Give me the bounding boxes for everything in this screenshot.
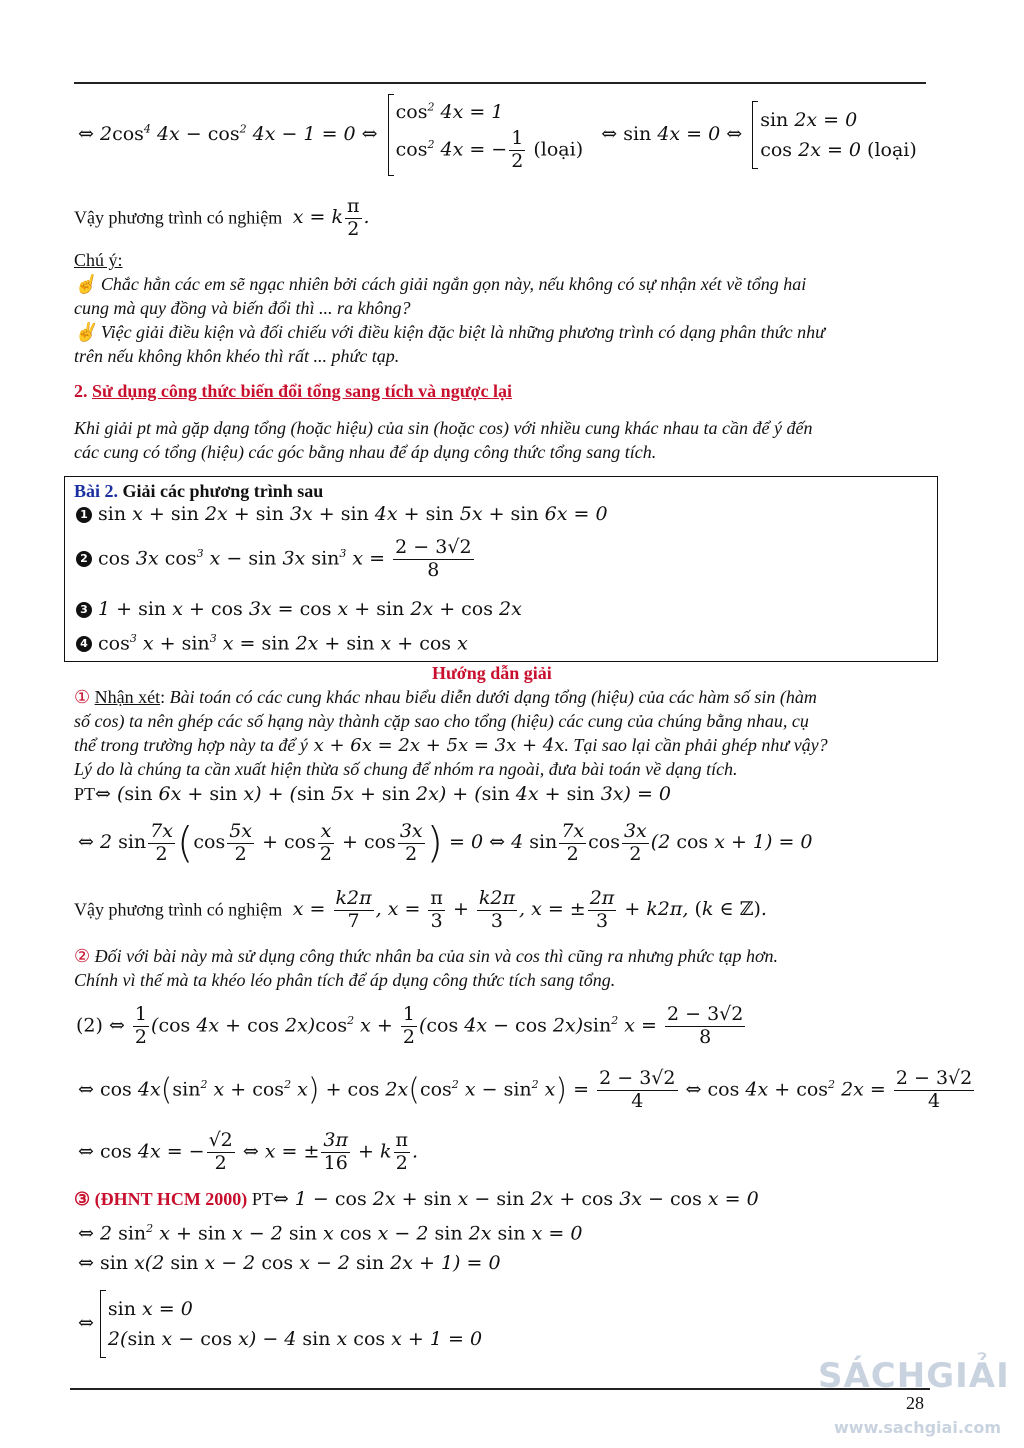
intro-b: các cung có tổng (hiệu) các góc bằng nhau để áp dụng công thức tổng sang tích. (74, 442, 657, 462)
section-2-title: Sử dụng công thức biến đổi tổng sang tích và ngược lại (92, 381, 512, 401)
note-2a: ✌ Việc giải điều kiện và đối chiếu với điều kiện đặc biệt là những phương trình có dạng phân thức như (74, 322, 825, 342)
loai-label-2: (loại) (867, 139, 917, 161)
note-heading: Chú ý: (74, 250, 123, 270)
equation-line-2: ⇔ 2 sin $\frac{7x}{2}$ (cos $\frac{5x}{2}$ + cos $\frac{x}{2}$ + cos $\frac{3x}{2}$ ) = 0 ⇔ 4 sin $\frac{7x}{2}$ cos $\frac{3x}{2}$ (2 cos x + 1) = 0 (78, 818, 813, 867)
equation-line-7: ⇔ sin x(2 sin x − 2 cos x − 2 sin 2x + 1) = 0 (78, 1252, 501, 1274)
exercise-3: 3 1 + sin x + cos 3x = cos x + sin 2x + cos 2x (76, 598, 522, 621)
watermark-url: www.sachgiai.com (834, 1418, 1002, 1437)
remark-b: số cos) ta nên ghép các số hạng này thành cặp sao cho tổng (hiệu) các cung của chúng bằng nhau, cụ (74, 711, 809, 731)
conclusion-2: Vậy phương trình có nghiệm x = $\frac{k2\pi}{7}$ , x = $\frac{\pi}{3}$ + $\frac{k2\pi}{3}$ , x = ± $\frac{2\pi}{3}$ + k2π, (k ∈ ℤ). (74, 887, 767, 932)
intro-a: Khi giải pt mà gặp dạng tổng (hoặc hiệu) của sin (hoặc cos) với nhiều cung khác nhau ta cần để ý đến (74, 418, 813, 438)
equation-line-5: ⇔ cos 4x = − $\frac{√2}{2}$ ⇔ x = ± $\frac{3\pi}{16}$ + k $\frac{\pi}{2}$ . (78, 1129, 419, 1174)
exercise-1: 1 sin x + sin 2x + sin 3x + sin 4x + sin 5x + sin 6x = 0 (76, 503, 608, 526)
note-1a: ☝ Chắc hẳn các em sẽ ngạc nhiên bởi cách giải ngắn gọn này, nếu không có sự nhận xét về tổng hai (74, 274, 807, 294)
page-number: 28 (906, 1393, 924, 1413)
part-2b: Chính vì thế mà ta khéo léo phân tích để áp dụng công thức tích sang tổng. (74, 970, 616, 990)
equation-line-4: ⇔ $\cos 4x(\sin^2$ $x + \cos^2 x) + \cos 2x(\cos^2$ $x - \sin^2 x$) = $\frac{2 - 3√2}{4}$ ⇔ $\cos 4x + \cos^2 2x$ = $\frac{2 - 3√2}{4}$ (78, 1067, 973, 1112)
equation-line-8: ⇔sin x = 0 2(sin x − cos x) − 4 sin x cos x + 1 = 0 (78, 1290, 482, 1358)
exercise-heading: Giải các phương trình sau (122, 481, 324, 501)
note-1b: cung mà quy đồng và biến đổi thì ... ra không? (74, 298, 411, 318)
exercise-label: Bài 2. (74, 481, 119, 501)
note-2b: trên nếu không khôn khéo thì rất ... phức tạp. (74, 346, 400, 366)
section-2-heading (74, 381, 512, 403)
exercise-title (74, 481, 323, 503)
remark-label: Nhận xét (94, 687, 161, 707)
part-3: ③ (ĐHNT HCM 2000) PT⇔ 1 − cos 2x + sin x − sin 2x + cos 3x − cos x = 0 (74, 1188, 759, 1210)
part-3-source: (ĐHNT HCM 2000) (94, 1189, 248, 1209)
loai-label: (loại) (533, 138, 584, 161)
conclusion-1: Vậy phương trình có nghiệm x = k $\frac{\pi}{2}$ . (74, 195, 370, 240)
remark-c: thể trong trường hợp này ta để ý x + 6x = 2x + 5x = 3x + 4x. Tại sao lại cần phải ghép như vậy? (74, 735, 828, 756)
equation-line-6: ⇔ 2 $\sin^2 x + \sin x - 2$ sin x cos x − 2 sin 2x sin x = 0 (78, 1222, 583, 1245)
conclusion-text: Vậy phương trình có nghiệm (74, 207, 283, 228)
remark-a: ① Nhận xét: Bài toán có các cung khác nhau biểu diễn dưới dạng tổng (hiệu) của các hàm số sin (hàm (74, 687, 817, 707)
part-2a: ② Đối với bài này mà sử dụng công thức nhân ba của sin và cos thì cũng ra nhưng phức tạp hơn. (74, 946, 779, 966)
exercise-4: 4 $\cos^3 x + \sin^3 x = \sin 2x + \sin x + \cos x$ (76, 632, 468, 655)
bottom-rule (70, 1388, 930, 1390)
top-rule (74, 82, 926, 84)
equation-line-1: ⇔ $2\cos^4$ $4x - \cos^2 4x - 1 = 0$ ⇔ $\cos^2 4x = 1$ $\cos^2 4x$ = − $\frac{1}{2}$ (loại) ⇔ sin 4x = 0 ⇔ sin 2x = 0 cos 2x = 0 (loại) (78, 94, 917, 176)
solution-heading: Hướng dẫn giải (432, 663, 552, 683)
equation-line-3: (2) ⇔ $\frac{1}{2}$ (cos $4x + \cos 2x)\cos^2$ x + $\frac{1}{2}$ (cos $4x - \cos 2x)\sin^2$ x = $\frac{2 - 3√2}{8}$ (76, 1003, 744, 1048)
section-2-number: 2. (74, 381, 88, 401)
watermark-logo: SÁCHGIẢI (818, 1356, 1010, 1396)
remark-d: Lý do là chúng ta cần xuất hiện thừa số chung để nhóm ra ngoài, đưa bài toán về dạng tích. (74, 759, 738, 779)
pt-line: PT⇔ (sin 6x + sin x) + (sin 5x + sin 2x) + (sin 4x + sin 3x) = 0 (74, 783, 671, 805)
exercise-2: 2 cos 3x $\cos^3 x - \sin 3x$ $\sin^3 x$ = $\frac{2 - 3√2}{8}$ (76, 537, 476, 582)
